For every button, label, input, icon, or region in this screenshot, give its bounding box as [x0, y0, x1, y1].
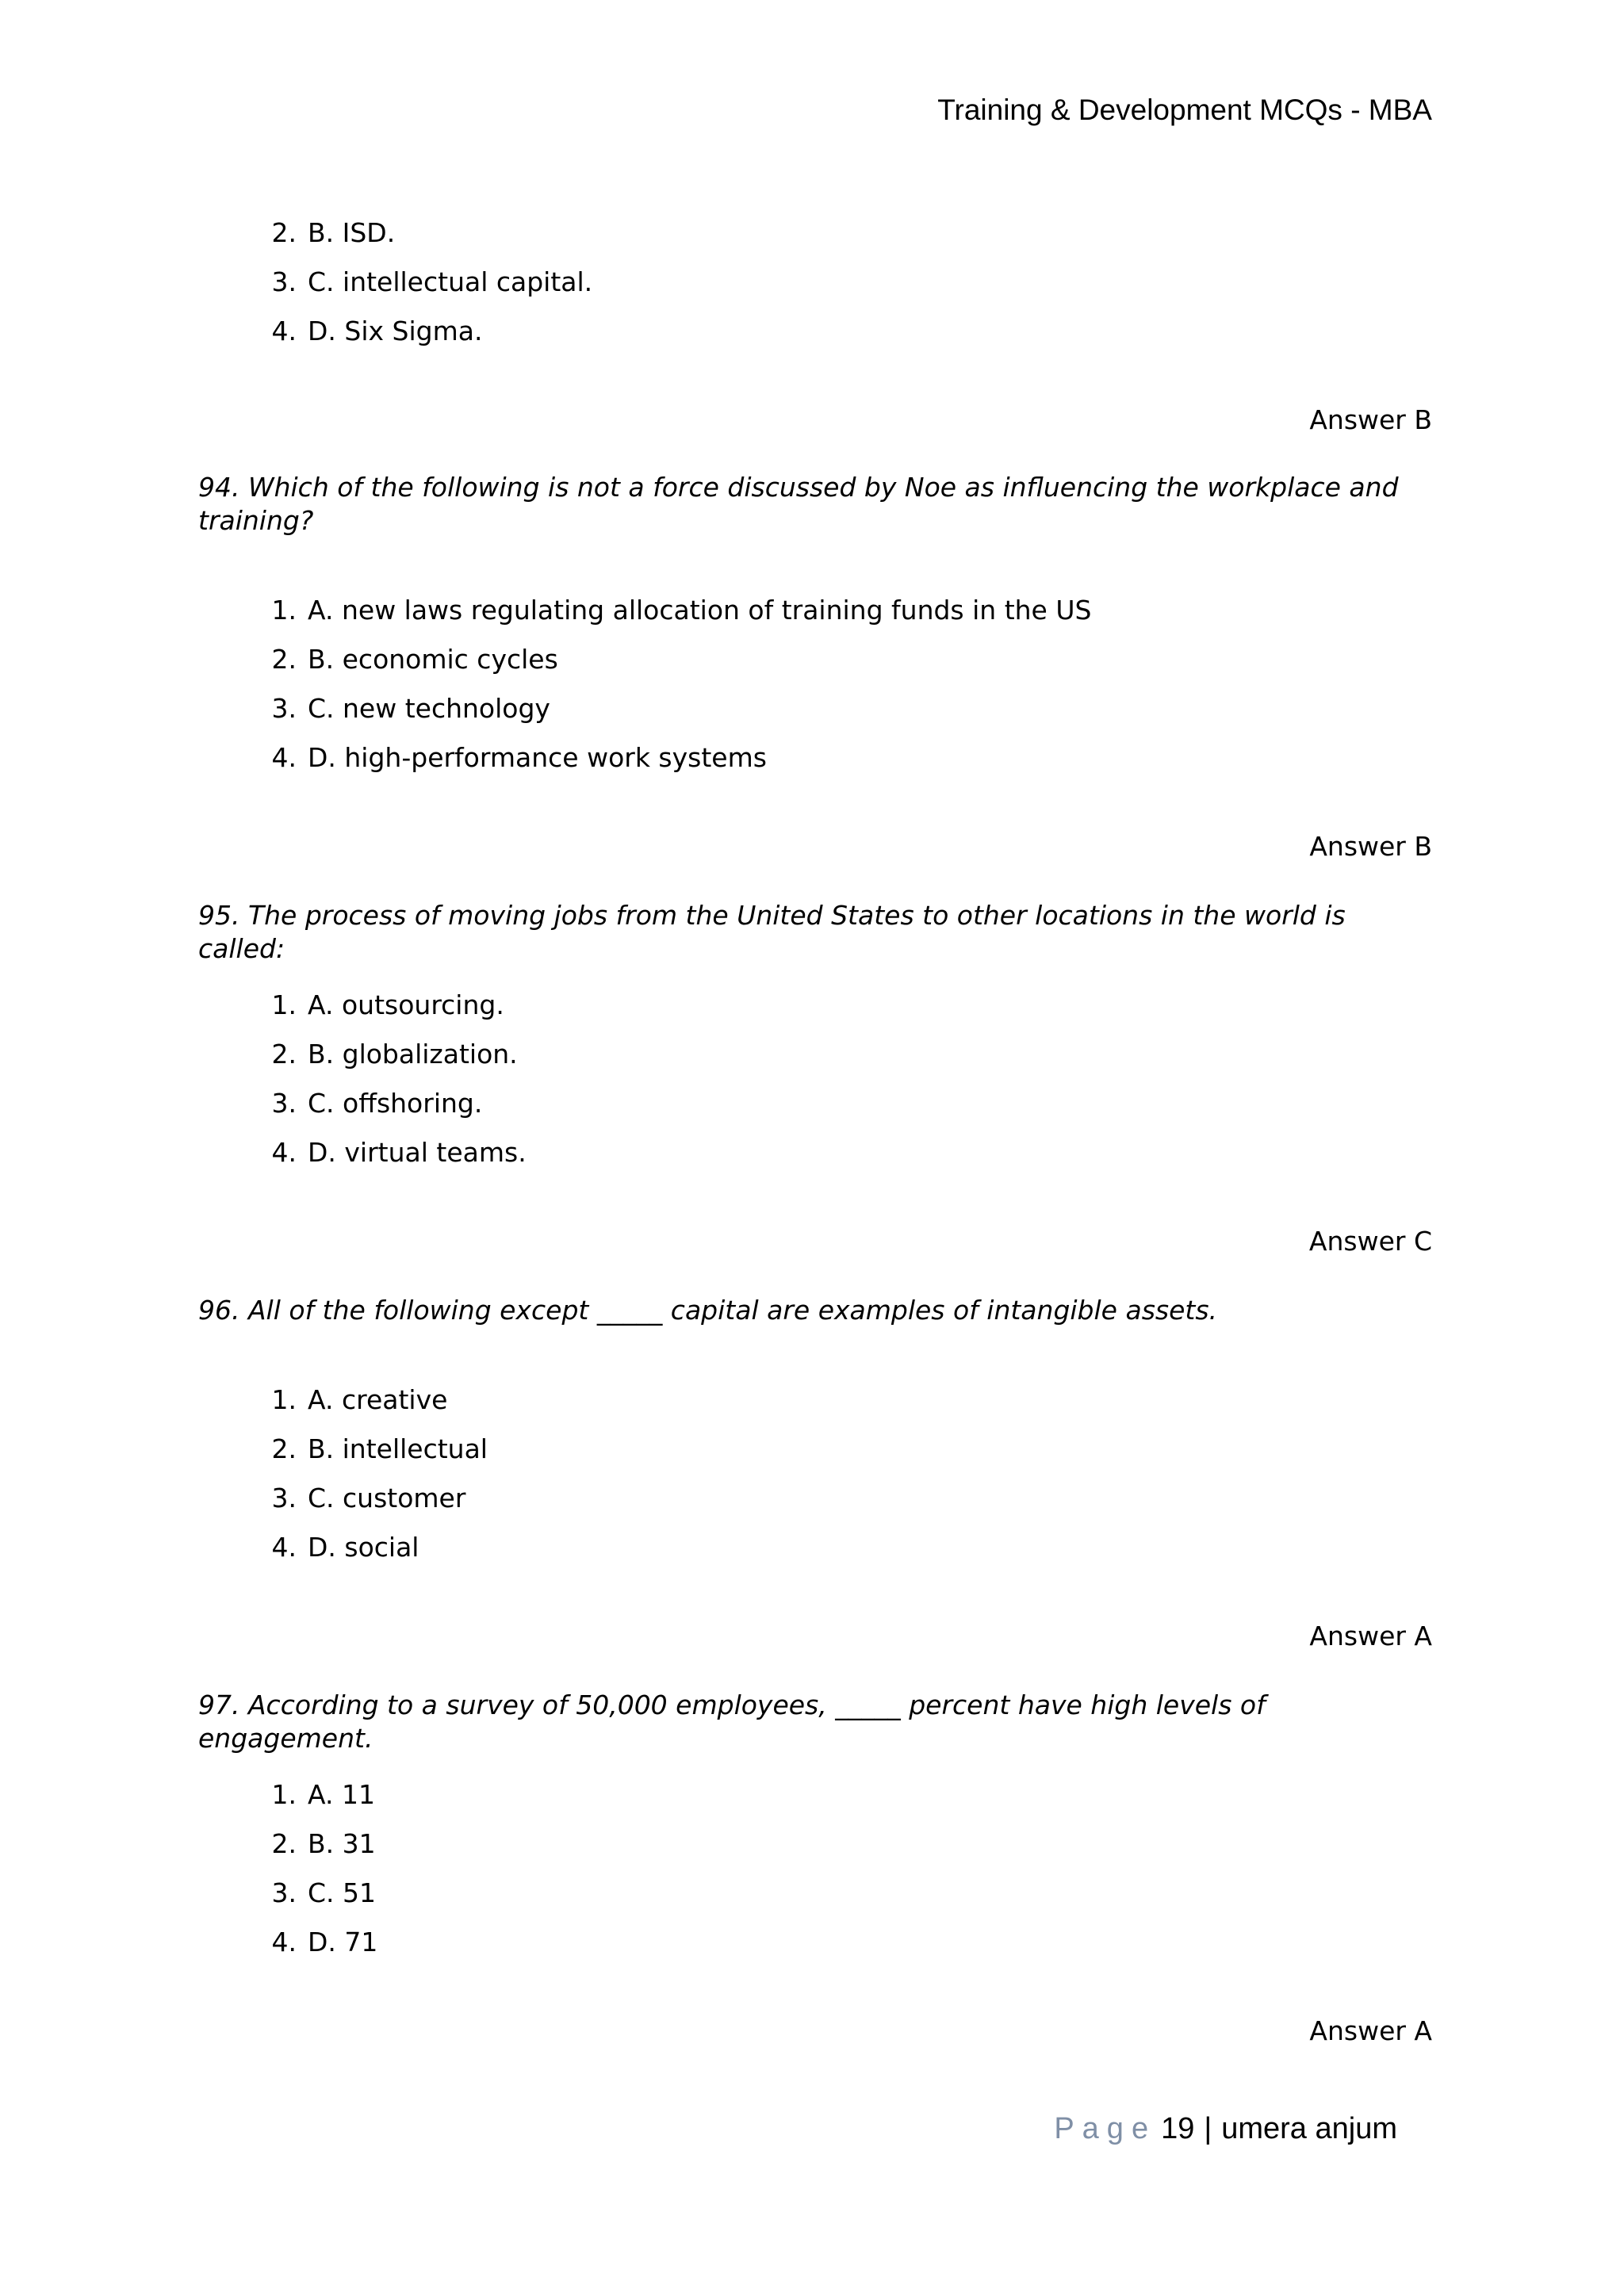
option-number: 4. — [271, 316, 297, 346]
option-item — [251, 1088, 482, 1119]
option-item — [251, 1779, 375, 1810]
answer-label: Answer B — [1309, 404, 1432, 435]
option-item — [251, 989, 504, 1020]
option-number: 2. — [271, 217, 297, 248]
option-number: 3. — [271, 693, 297, 724]
option-item — [251, 595, 1091, 626]
option-text: C. new technology — [308, 693, 550, 724]
option-item — [251, 1137, 527, 1168]
option-item — [251, 1877, 376, 1908]
option-item — [251, 1039, 518, 1070]
answer-label: Answer C — [1308, 1226, 1432, 1257]
option-number: 3. — [271, 1877, 297, 1908]
option-number: 3. — [271, 1088, 297, 1119]
option-number: 4. — [271, 1927, 297, 1957]
option-number: 4. — [271, 742, 297, 773]
footer-page-word: Page — [1054, 2112, 1157, 2145]
question-text: 97. According to a survey of 50,000 employees, _____ percent have high levels of engagement. — [198, 1689, 1266, 1754]
option-text: A. creative — [308, 1384, 448, 1415]
option-text: D. high-performance work systems — [308, 742, 767, 773]
option-text: D. social — [308, 1532, 419, 1563]
footer-separator: | — [1204, 2112, 1212, 2145]
option-text: B. economic cycles — [308, 644, 558, 675]
option-number: 1. — [271, 1779, 297, 1810]
option-text: A. 11 — [308, 1779, 375, 1810]
page-footer — [1054, 2112, 1397, 2146]
option-item — [251, 742, 767, 773]
option-text: D. virtual teams. — [308, 1137, 527, 1168]
option-text: B. globalization. — [308, 1039, 518, 1070]
option-text: B. ISD. — [308, 217, 396, 248]
page-header-title: Training & Development MCQs - MBA — [937, 94, 1432, 126]
option-number: 1. — [271, 1384, 297, 1415]
option-number: 2. — [271, 1828, 297, 1859]
question-text: 95. The process of moving jobs from the United States to other locations in the world is called: — [198, 900, 1346, 964]
option-number: 4. — [271, 1137, 297, 1168]
option-text: B. intellectual — [308, 1433, 488, 1464]
option-number: 1. — [271, 595, 297, 626]
option-number: 2. — [271, 644, 297, 675]
option-number: 3. — [271, 1483, 297, 1513]
option-text: A. outsourcing. — [308, 989, 504, 1020]
answer-label: Answer A — [1309, 1621, 1432, 1651]
option-text: A. new laws regulating allocation of training funds in the US — [308, 595, 1092, 626]
question-text: 96. All of the following except _____ capital are examples of intangible assets. — [198, 1295, 1218, 1326]
option-item — [251, 1532, 419, 1563]
option-item — [251, 1384, 447, 1415]
option-item — [251, 644, 558, 675]
option-number: 3. — [271, 266, 297, 297]
option-number: 2. — [271, 1433, 297, 1464]
option-text: D. 71 — [308, 1927, 378, 1957]
question-text: 94. Which of the following is not a force discussed by Noe as influencing the workplace and training? — [198, 472, 1399, 536]
answer-label: Answer B — [1309, 831, 1432, 862]
option-text: D. Six Sigma. — [308, 316, 483, 346]
option-text: C. intellectual capital. — [308, 266, 593, 297]
option-text: C. customer — [308, 1483, 466, 1513]
option-item — [251, 316, 482, 346]
option-item — [251, 1927, 377, 1957]
option-item — [251, 1433, 488, 1464]
option-item — [251, 1828, 376, 1859]
option-item — [251, 1483, 465, 1513]
option-number: 1. — [271, 989, 297, 1020]
option-text: C. 51 — [308, 1877, 377, 1908]
footer-page-number: 19 — [1161, 2112, 1195, 2145]
option-text: C. offshoring. — [308, 1088, 483, 1119]
option-item — [251, 217, 395, 248]
option-item — [251, 693, 550, 724]
footer-author: umera anjum — [1221, 2112, 1397, 2145]
option-number: 2. — [271, 1039, 297, 1070]
option-item — [251, 266, 592, 297]
option-number: 4. — [271, 1532, 297, 1563]
option-text: B. 31 — [308, 1828, 376, 1859]
answer-label: Answer A — [1309, 2015, 1432, 2046]
